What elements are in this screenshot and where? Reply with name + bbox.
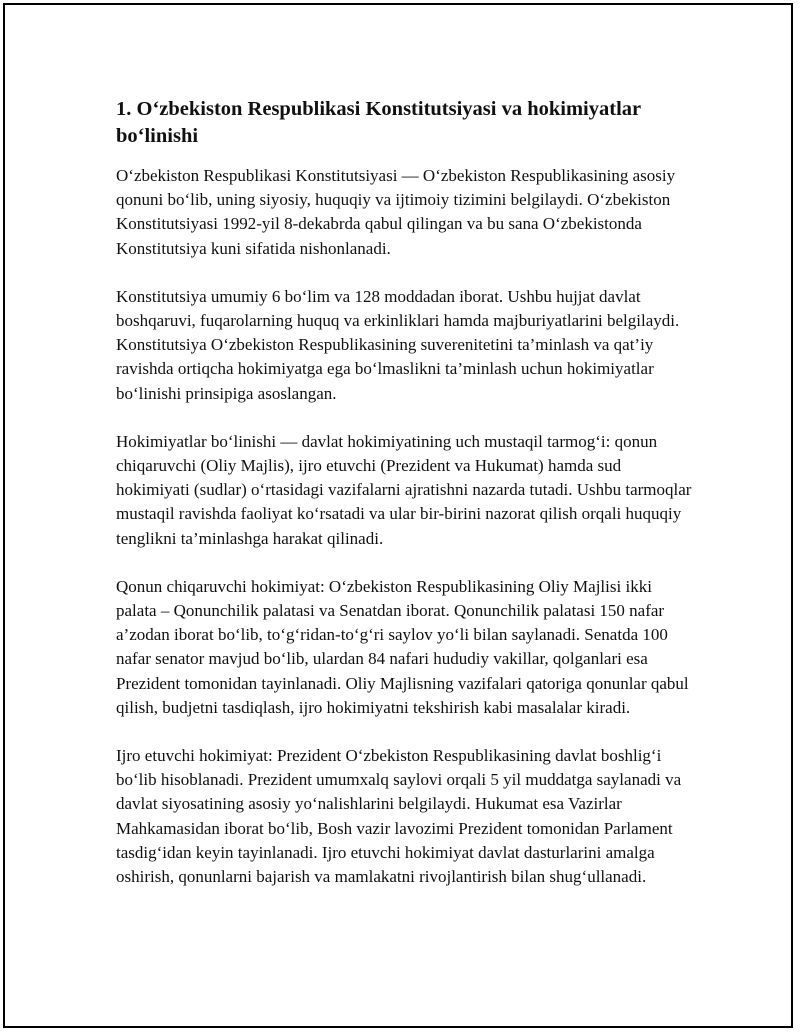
- paragraph-legislative-branch: Qonun chiqaruvchi hokimiyat: O‘zbekiston Respublikasining Oliy Majlisi ikki palata – Qonunchilik palatasi va Senatdan iborat. Qonunchilik palatasi 150 nafar a’zodan iborat bo‘lib, to‘g‘ridan-to‘g‘ri saylov yo‘li bilan saylanadi. Senatda 100 nafar senator mavjud bo‘lib, ulardan 84 nafari hududiy vakillar, qolganlari esa Prezident tomonidan tayinlanadi. Oliy Majlisning vazifalari qatoriga qonunlar qabul qilish, budjetni tasdiqlash, ijro hokimiyatni tekshirish kabi masalalar kiradi.: [116, 576, 689, 717]
- paragraph-constitution-intro: O‘zbekiston Respublikasi Konstitutsiyasi — O‘zbekiston Respublikasining asosiy qonuni bo‘lib, uning siyosiy, huquqiy va ijtimoiy tizimini belgilaydi. O‘zbekiston Konstitutsiyasi 1992-yil 8-dekabrda qabul qilingan va bu sana O‘zbekistonda Konstitutsiya kuni sifatida nishonlanadi.: [116, 166, 676, 258]
- paragraph-separation-of-powers: Hokimiyatlar bo‘linishi — davlat hokimiyatining uch mustaqil tarmog‘i: qonun chiqaruvchi (Oliy Majlis), ijro etuvchi (Prezident va Hukumat) hamda sud hokimiyati (sudlar) o‘rtasidagi vazifalarni ajratishni nazarda tutadi. Ushbu tarmoqlar mustaqil ravishda faoliyat ko‘rsatadi va ular bir-birini nazorat qilish orqali huquqiy tenglikni ta’minlashga harakat qilinadi.: [116, 431, 692, 548]
- document-body: [116, 96, 696, 913]
- paragraph-constitution-structure: Konstitutsiya umumiy 6 bo‘lim va 128 moddadan iborat. Ushbu hujjat davlat boshqaruvi, fuqarolarning huquq va erkinliklari hamda majburiyatlarini belgilaydi. Konstitutsiya O‘zbekiston Respublikasining suverenitetini ta’minlash va qat’iy ravishda ortiqcha hokimiyatga ega bo‘lmaslikni ta’minlash uchun hokimiyatlar bo‘linishi prinsipiga asoslangan.: [116, 286, 680, 403]
- section-heading: 1. O‘zbekiston Respublikasi Konstitutsiyasi va hokimiyatlar bo‘linishi: [116, 98, 641, 147]
- paragraph-executive-branch: Ijro etuvchi hokimiyat: Prezident O‘zbekiston Respublikasining davlat boshlig‘i bo‘lib hisoblanadi. Prezident umumxalq saylovi orqali 5 yil muddatga saylanadi va davlat siyosatining asosiy yo‘nalishlarini belgilaydi. Hukumat esa Vazirlar Mahkamasidan iborat bo‘lib, Bosh vazir lavozimi Prezident tomonidan Parlament tasdig‘idan keyin tayinlanadi. Ijro etuvchi hokimiyat davlat dasturlarini amalga oshirish, qonunlarni bajarish va mamlakatni rivojlantirish bilan shug‘ullanadi.: [116, 746, 682, 887]
